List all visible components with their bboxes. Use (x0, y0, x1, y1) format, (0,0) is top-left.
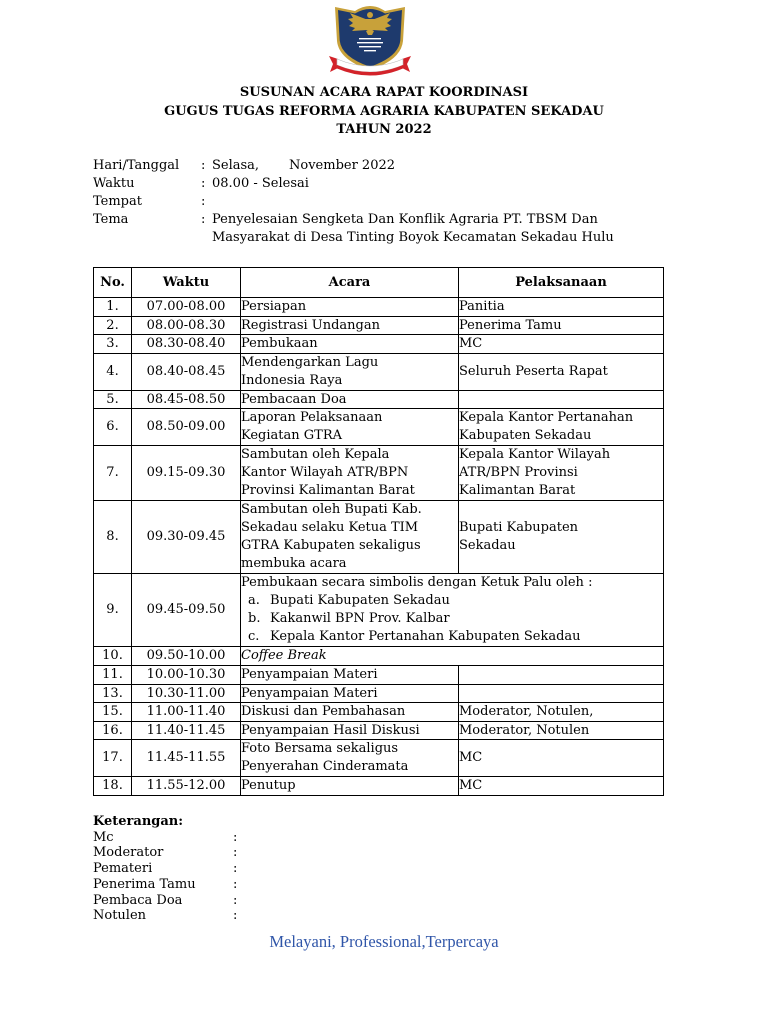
table-row (94, 684, 664, 703)
activity-list-item (241, 628, 663, 646)
table-row (94, 335, 664, 354)
executor-line: Kepala Kantor Wilayah (459, 447, 611, 463)
activity-line: Sambutan oleh Kepala (241, 447, 390, 463)
row-time: 07.00-08.00 (132, 298, 241, 317)
activity-line: Pembacaan Doa (241, 391, 347, 407)
activity-line: GTRA Kabupaten sekaligus (241, 538, 421, 554)
row-time: 11.55-12.00 (132, 777, 241, 796)
executor-line: Panitia (459, 299, 505, 314)
executor-line: Seluruh Peserta Rapat (459, 363, 608, 379)
activity-line: Indonesia Raya (241, 372, 343, 388)
row-executor (459, 446, 664, 501)
row-activity (241, 647, 664, 666)
title-line-3: TAHUN 2022 (336, 122, 432, 137)
list-marker: a. (248, 593, 260, 609)
info-row-theme (93, 211, 693, 247)
table-row (94, 501, 664, 574)
executor-line: Kalimantan Barat (459, 483, 576, 499)
row-activity (241, 316, 459, 335)
activity-line: Laporan Pelaksanaan (241, 410, 383, 426)
row-time: 09.45-09.50 (132, 574, 241, 647)
ribbon-left-end (329, 56, 338, 72)
executor-line: MC (459, 750, 483, 766)
date-colon: : (201, 158, 206, 173)
table-row (94, 665, 664, 684)
row-time: 09.30-09.45 (132, 501, 241, 574)
activity-line: Penyampaian Materi (241, 666, 378, 682)
garuda-body (365, 19, 375, 32)
activity-line: Mendengarkan Lagu (241, 354, 379, 370)
emblem-text-line (357, 42, 383, 43)
row-number: 1. (94, 298, 132, 317)
row-executor (459, 409, 664, 446)
header-activity: Acara (241, 268, 459, 298)
executor-line: MC (459, 778, 483, 794)
row-executor (459, 684, 664, 703)
list-text: Kakanwil BPN Prov. Kalbar (270, 611, 450, 627)
row-activity (241, 703, 459, 722)
row-time: 11.40-11.45 (132, 721, 241, 740)
date-value (212, 157, 395, 175)
row-executor (459, 335, 664, 354)
row-number: 15. (94, 703, 132, 722)
activity-line: Pembukaan secara simbolis dengan Ketuk Palu oleh : (241, 575, 593, 591)
row-executor (459, 665, 664, 684)
emblem-text-line (364, 50, 376, 51)
month-year-value: November 2022 (289, 158, 396, 173)
table-body (94, 298, 664, 796)
list-marker: b. (248, 611, 261, 627)
note-row (93, 830, 237, 846)
document-title (0, 84, 768, 140)
row-executor (459, 316, 664, 335)
row-activity (241, 390, 459, 409)
row-number: 6. (94, 409, 132, 446)
table-row (94, 316, 664, 335)
row-time: 08.50-09.00 (132, 409, 241, 446)
tagline: Melayani, Professional,Terpercaya (269, 932, 499, 951)
row-time: 09.15-09.30 (132, 446, 241, 501)
activity-line: membuka acara (241, 556, 347, 572)
time-value: 08.00 - Selesai (212, 176, 309, 191)
note-label: Penerima Tamu (93, 876, 196, 892)
info-row-date (93, 157, 693, 175)
row-activity (241, 777, 459, 796)
note-label: Pemateri (93, 861, 153, 877)
theme-label: Tema (93, 212, 129, 227)
note-row (93, 861, 237, 877)
header-time: Waktu (132, 268, 241, 298)
row-number: 5. (94, 390, 132, 409)
note-colon: : (233, 892, 238, 908)
executor-line: Moderator, Notulen (459, 722, 590, 738)
activity-line: Diskusi dan Pembahasan (241, 704, 406, 720)
table-row (94, 353, 664, 390)
note-row (93, 893, 237, 909)
activity-line: Penyampaian Materi (241, 685, 378, 701)
logo-emblem (328, 0, 412, 84)
row-number: 10. (94, 647, 132, 666)
emblem-text-line (359, 38, 381, 39)
theme-colon: : (201, 212, 206, 227)
schedule-table (93, 267, 664, 796)
row-activity (241, 684, 459, 703)
note-colon: : (233, 908, 238, 924)
row-number: 8. (94, 501, 132, 574)
row-number: 2. (94, 316, 132, 335)
note-colon: : (233, 829, 238, 845)
executor-line: Kabupaten Sekadau (459, 428, 592, 444)
day-value: Selasa, (212, 158, 260, 173)
row-number: 17. (94, 740, 132, 777)
table-header-row (94, 268, 664, 298)
place-label: Tempat (93, 194, 142, 209)
executor-line: Sekadau (459, 538, 516, 554)
row-activity (241, 335, 459, 354)
row-activity (241, 665, 459, 684)
place-colon: : (201, 194, 206, 209)
activity-line: Penutup (241, 778, 296, 794)
row-executor (459, 703, 664, 722)
row-number: 4. (94, 353, 132, 390)
info-row-place (93, 193, 693, 211)
row-time: 10.30-11.00 (132, 684, 241, 703)
row-executor (459, 390, 664, 409)
row-executor (459, 740, 664, 777)
meeting-info (93, 157, 693, 247)
ribbon-right-end (402, 56, 411, 72)
row-number: 3. (94, 335, 132, 354)
activity-list-item (241, 592, 663, 610)
list-text: Bupati Kabupaten Sekadau (270, 593, 450, 609)
executor-line: ATR/BPN Provinsi (459, 465, 578, 481)
garuda-head (367, 12, 373, 18)
row-activity (241, 446, 459, 501)
row-activity (241, 574, 664, 647)
note-label: Mc (93, 829, 114, 845)
row-executor (459, 298, 664, 317)
note-label: Moderator (93, 845, 164, 861)
row-activity (241, 501, 459, 574)
row-executor (459, 777, 664, 796)
table-row (94, 446, 664, 501)
note-colon: : (233, 845, 238, 861)
executor-line: MC (459, 336, 483, 352)
row-time: 08.40-08.45 (132, 353, 241, 390)
activity-line: Sambutan oleh Bupati Kab. (241, 502, 422, 518)
note-row (93, 845, 237, 861)
theme-line: Penyelesaian Sengketa Dan Konflik Agraria PT. TBSM Dan (212, 212, 598, 227)
row-time: 09.50-10.00 (132, 647, 241, 666)
header-no: No. (94, 268, 132, 298)
activity-line: Penyerahan Cinderamata (241, 759, 409, 775)
table-row (94, 721, 664, 740)
activity-line: Kantor Wilayah ATR/BPN (241, 465, 409, 481)
info-row-time (93, 175, 693, 193)
time-colon: : (201, 176, 206, 191)
row-time: 08.45-08.50 (132, 390, 241, 409)
note-row (93, 877, 237, 893)
row-executor (459, 353, 664, 390)
row-number: 9. (94, 574, 132, 647)
table-row (94, 298, 664, 317)
executor-line: Moderator, Notulen, (459, 704, 594, 720)
note-label: Pembaca Doa (93, 892, 183, 908)
row-time: 08.30-08.40 (132, 335, 241, 354)
row-time: 10.00-10.30 (132, 665, 241, 684)
date-label: Hari/Tanggal (93, 158, 180, 173)
row-activity (241, 298, 459, 317)
row-executor (459, 721, 664, 740)
row-time: 11.00-11.40 (132, 703, 241, 722)
table-row (94, 777, 664, 796)
activity-line: Foto Bersama sekaligus (241, 741, 399, 757)
row-executor (459, 501, 664, 574)
row-number: 11. (94, 665, 132, 684)
row-number: 18. (94, 777, 132, 796)
table-row (94, 703, 664, 722)
notes-heading: Keterangan: (93, 814, 184, 829)
title-line-2: GUGUS TUGAS REFORMA AGRARIA KABUPATEN SEKADAU (164, 103, 604, 119)
activity-line: Pembukaan (241, 336, 318, 352)
activity-line: Coffee Break (241, 648, 327, 664)
table-head (94, 268, 664, 298)
notes-section (93, 814, 237, 924)
list-text: Kepala Kantor Pertanahan Kabupaten Sekadau (270, 629, 581, 645)
activity-line: Penyampaian Hasil Diskusi (241, 722, 420, 738)
row-number: 7. (94, 446, 132, 501)
row-time: 11.45-11.55 (132, 740, 241, 777)
row-activity (241, 353, 459, 390)
list-marker: c. (248, 629, 260, 645)
executor-line: Bupati Kabupaten (459, 520, 579, 536)
note-row (93, 908, 237, 924)
note-colon: : (233, 876, 238, 892)
row-activity (241, 409, 459, 446)
header-executor: Pelaksanaan (459, 268, 664, 298)
row-time: 08.00-08.30 (132, 316, 241, 335)
table-row (94, 409, 664, 446)
executor-line: Penerima Tamu (459, 317, 562, 333)
activity-line: Sekadau selaku Ketua TIM (241, 520, 419, 536)
row-number: 16. (94, 721, 132, 740)
activity-line: Registrasi Undangan (241, 317, 381, 333)
emblem-text-line (359, 46, 381, 47)
activity-line: Persiapan (241, 299, 307, 314)
title-line-1: SUSUNAN ACARA RAPAT KOORDINASI (239, 85, 529, 100)
theme-line: Masyarakat di Desa Tinting Boyok Kecamatan Sekadau Hulu (212, 230, 614, 245)
table-row (94, 740, 664, 777)
executor-line: Kepala Kantor Pertanahan (459, 410, 634, 426)
time-label: Waktu (93, 176, 135, 191)
theme-value (212, 211, 614, 247)
row-number: 13. (94, 684, 132, 703)
activity-list-item (241, 610, 663, 628)
activity-line: Kegiatan GTRA (241, 428, 342, 444)
table-row (94, 574, 664, 647)
note-label: Notulen (93, 908, 147, 924)
row-activity (241, 721, 459, 740)
table-row (94, 390, 664, 409)
activity-line: Provinsi Kalimantan Barat (241, 483, 415, 499)
row-activity (241, 740, 459, 777)
note-colon: : (233, 861, 238, 877)
table-row (94, 647, 664, 666)
